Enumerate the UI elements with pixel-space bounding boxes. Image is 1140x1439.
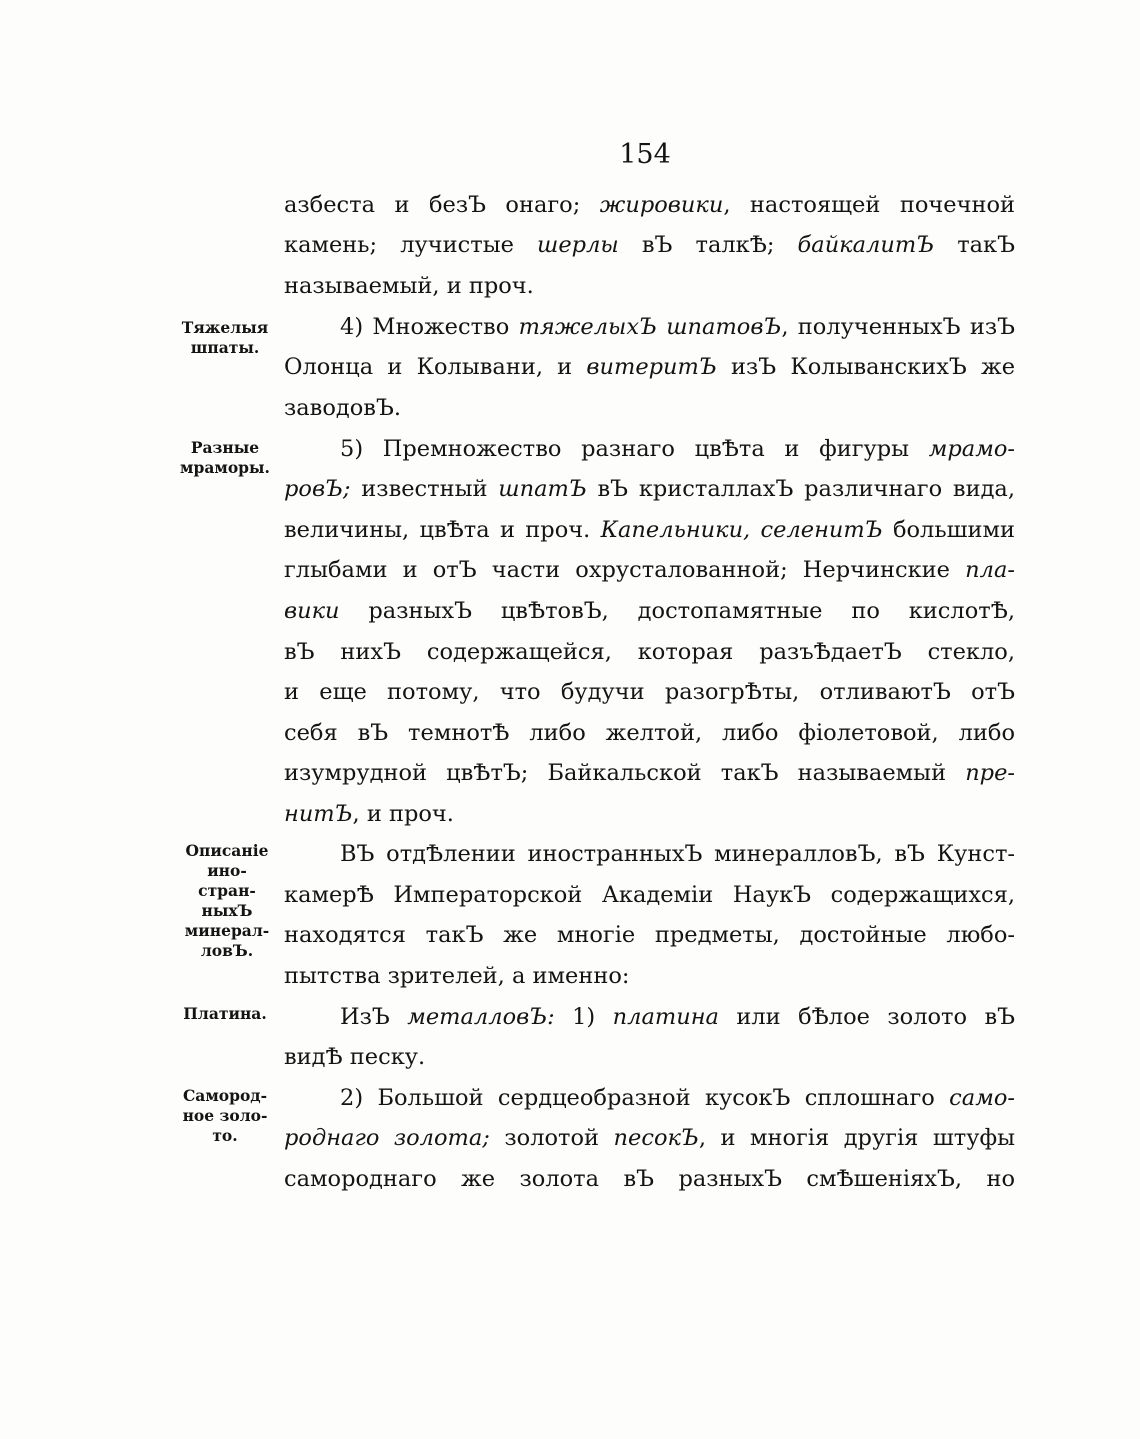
italic-term: платина bbox=[612, 1004, 719, 1030]
text-line bbox=[340, 307, 1015, 347]
text-line bbox=[284, 915, 1015, 955]
margin-note-line: Платина. bbox=[183, 1004, 267, 1023]
text-segment: камень; лучистые bbox=[284, 232, 538, 258]
margin-note-line: ино- bbox=[207, 861, 247, 880]
text-segment: 4) Множество bbox=[340, 314, 519, 340]
text-line bbox=[284, 347, 1015, 387]
text-segment: 5) Премножество разнаго цвѢта и фигуры bbox=[340, 436, 929, 462]
italic-term: витеритЪ bbox=[586, 354, 717, 380]
italic-term: пла- bbox=[965, 557, 1015, 583]
italic-term: мрамо- bbox=[928, 436, 1015, 462]
margin-note-line: минерал- bbox=[184, 921, 270, 940]
text-line bbox=[284, 591, 1015, 631]
text-segment: себя вЪ темнотѢ либо желтой, либо фіолетовой, либо bbox=[284, 720, 1015, 746]
text-segment: такЪ bbox=[934, 232, 1015, 258]
margin-note bbox=[170, 1086, 280, 1146]
italic-term: нитЪ bbox=[284, 801, 353, 827]
text-line bbox=[284, 956, 1015, 996]
text-line bbox=[284, 1118, 1015, 1158]
text-segment: , настоящей почечной bbox=[723, 192, 1015, 218]
italic-term: вики bbox=[284, 598, 340, 624]
margin-note bbox=[170, 438, 280, 478]
margin-note-line: ныхЪ bbox=[201, 901, 253, 920]
text-segment: пытства зрителей, а именно: bbox=[284, 963, 630, 989]
text-segment: Олонца и Колывани, и bbox=[284, 354, 587, 380]
text-segment: азбеста и безЪ онаго; bbox=[284, 192, 600, 218]
text-line bbox=[284, 185, 1015, 225]
italic-term: шерлы bbox=[537, 232, 619, 258]
italic-term: само- bbox=[949, 1085, 1015, 1111]
margin-note-line: Разные bbox=[190, 438, 260, 457]
text-segment: , полученныхЪ изЪ bbox=[781, 314, 1015, 340]
margin-note bbox=[172, 841, 282, 961]
margin-note-line: то. bbox=[212, 1126, 238, 1145]
text-segment: самороднаго же золота вЪ разныхЪ смѢшеніяхЪ, но bbox=[284, 1166, 1015, 1192]
italic-term: пре- bbox=[965, 760, 1015, 786]
text-segment: , и проч. bbox=[352, 801, 454, 827]
text-segment: величины, цвѢта и проч. bbox=[284, 517, 601, 543]
text-segment: ИзЪ bbox=[340, 1004, 408, 1030]
text-line bbox=[284, 672, 1015, 712]
text-segment: камерѢ Императорской Академіи НаукЪ содержащихся, bbox=[284, 882, 1015, 908]
text-segment: 2) Большой сердцеобразной кусокЪ сплошнаго bbox=[340, 1085, 950, 1111]
text-segment: разныхЪ цвѢтовЪ, достопамятные по кислотѢ, bbox=[339, 598, 1015, 624]
italic-term: шпатЪ bbox=[498, 476, 587, 502]
italic-term: ровЪ; bbox=[284, 476, 351, 502]
text-segment: вЪ нихЪ содержащейся, которая разъѢдаетЪ стекло, bbox=[284, 639, 1015, 665]
text-segment: вЪ талкѢ; bbox=[618, 232, 798, 258]
italic-term: Капельники, селенитЪ bbox=[600, 517, 883, 543]
text-line bbox=[284, 1037, 1015, 1077]
text-segment: или бѢлое золото вЪ bbox=[718, 1004, 1015, 1030]
text-segment: видѢ песку. bbox=[284, 1044, 426, 1070]
text-segment: 1) bbox=[554, 1004, 613, 1030]
text-segment: большими bbox=[882, 517, 1015, 543]
text-segment: заводовЪ. bbox=[284, 395, 401, 421]
italic-term: металловЪ: bbox=[407, 1004, 555, 1030]
text-segment: находятся такЪ же многіе предметы, достойные любо- bbox=[284, 922, 1015, 948]
text-line bbox=[340, 1078, 1015, 1118]
margin-note-line: ное золо- bbox=[182, 1106, 268, 1125]
italic-term: роднаго золота; bbox=[284, 1125, 490, 1151]
text-segment: ВЪ отдѢлении иностранныхЪ минералловЪ, вЪ Кунст- bbox=[340, 841, 1015, 867]
italic-term: тяжелыхЪ шпатовЪ bbox=[518, 314, 782, 340]
text-line bbox=[340, 429, 1015, 469]
text-line bbox=[284, 632, 1015, 672]
text-segment: вЪ кристаллахЪ различнаго вида, bbox=[586, 476, 1015, 502]
margin-note bbox=[170, 318, 280, 358]
margin-note-line: Тяжелыя bbox=[181, 318, 269, 337]
text-line bbox=[284, 388, 1015, 428]
text-line bbox=[284, 794, 1015, 834]
page-number: 154 bbox=[619, 139, 671, 170]
margin-note bbox=[170, 1004, 280, 1024]
text-line bbox=[284, 469, 1015, 509]
italic-term: жировики bbox=[599, 192, 724, 218]
margin-note-line: Описаніе bbox=[185, 841, 269, 860]
text-segment: глыбами и отЪ части охрусталованной; Нерчинские bbox=[284, 557, 966, 583]
text-line bbox=[284, 550, 1015, 590]
text-line bbox=[340, 997, 1015, 1037]
italic-term: байкалитЪ bbox=[797, 232, 935, 258]
text-line bbox=[284, 875, 1015, 915]
margin-note-line: Самород- bbox=[182, 1086, 268, 1105]
text-line bbox=[284, 1159, 1015, 1199]
text-line bbox=[284, 225, 1015, 265]
margin-note-line: стран- bbox=[198, 881, 256, 900]
text-segment: называемый, и проч. bbox=[284, 273, 534, 299]
text-segment: изумрудной цвѢтЪ; Байкальской такЪ называемый bbox=[284, 760, 966, 786]
margin-note-line: шпаты. bbox=[190, 338, 260, 357]
text-line bbox=[284, 266, 1015, 306]
margin-note-line: мраморы. bbox=[180, 458, 270, 477]
text-segment: , и многія другія штуфы bbox=[698, 1125, 1015, 1151]
text-segment: известный bbox=[350, 476, 499, 502]
margin-note-line: ловЪ. bbox=[200, 941, 254, 960]
text-segment: изЪ КолыванскихЪ же bbox=[716, 354, 1016, 380]
text-line bbox=[340, 834, 1015, 874]
italic-term: песокЪ bbox=[613, 1125, 699, 1151]
text-segment: золотой bbox=[489, 1125, 614, 1151]
text-line bbox=[284, 510, 1015, 550]
text-line bbox=[284, 713, 1015, 753]
text-line bbox=[284, 753, 1015, 793]
text-segment: и еще потому, что будучи разогрѢты, отливаютЪ отЪ bbox=[284, 679, 1015, 705]
